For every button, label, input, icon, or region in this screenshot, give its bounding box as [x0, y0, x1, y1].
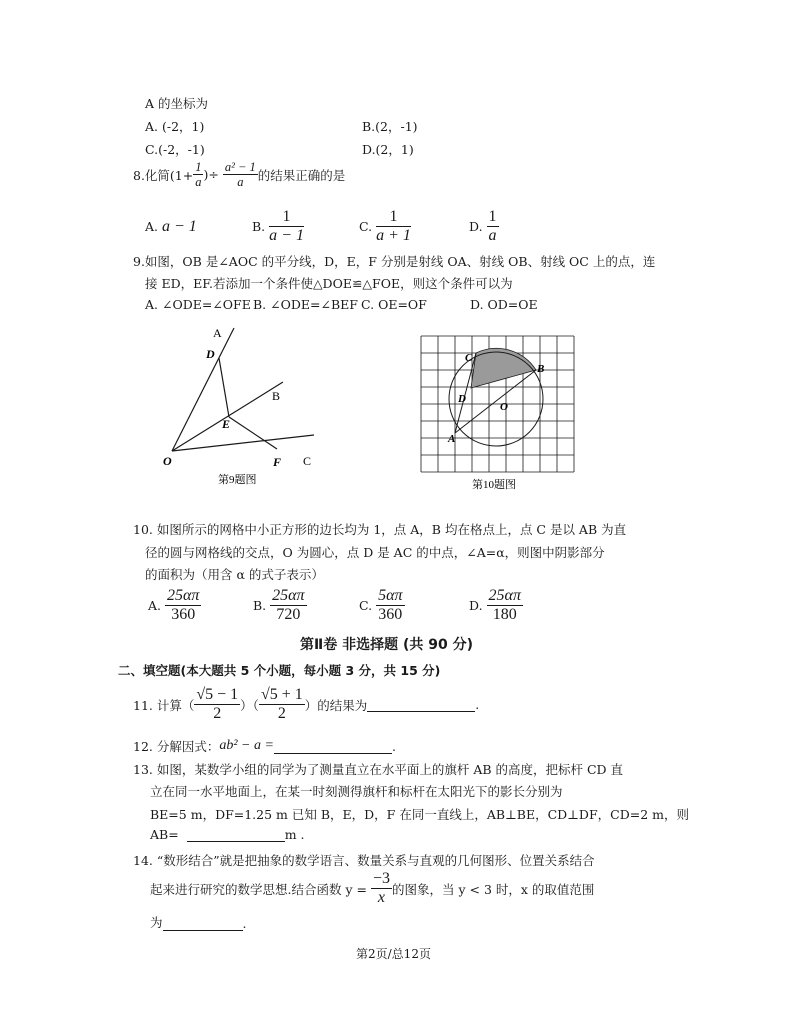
q12-expr: ab² − a = — [219, 738, 274, 753]
q12 — [133, 737, 396, 755]
q10-option-d: D. $\frac{25\alpha\pi}{180}$ — [469, 587, 521, 624]
q9-line2: 接 ED，EF.若添加一个条件使△DOE≌△FOE，则这个条件可以为 — [145, 276, 513, 291]
label-o: O — [163, 454, 172, 468]
q14-line2 — [150, 870, 594, 908]
q9-option-c: C. OE=OF — [361, 297, 427, 312]
q8-div: )÷ — [203, 167, 219, 183]
figure-9 — [150, 320, 330, 490]
q10-options — [148, 587, 523, 625]
q14-line2-suffix: 的图象，当 y < 3 时，x 的取值范围 — [392, 881, 595, 897]
part2-title: 第Ⅱ卷 非选择题 (共 90 分) — [300, 637, 473, 653]
q10-line3: 的面积为（用含 α 的式子表示） — [145, 567, 324, 582]
q8-stem — [133, 160, 345, 190]
q13-ab-prefix: AB= — [150, 827, 179, 842]
q7-option-b: B.(2，-1) — [362, 119, 418, 134]
label-e: E — [222, 417, 231, 431]
q13-answer-blank[interactable] — [187, 827, 285, 842]
q11-answer-blank[interactable] — [367, 697, 475, 712]
q11-frac1: $\frac{√5 - 1}{2}$ — [196, 686, 239, 723]
q14-answer-blank[interactable] — [163, 916, 243, 931]
q8-frac1: $\frac{1}{a}$ — [195, 160, 202, 190]
q14-line3 — [150, 913, 247, 931]
label-o: O — [500, 401, 508, 413]
q11 — [133, 686, 479, 724]
q7-option-a: A. (-2，1) — [145, 119, 205, 134]
q11-mid: ）（ — [240, 697, 259, 713]
label-d: D — [206, 347, 215, 361]
q7-tail: A 的坐标为 — [145, 96, 209, 111]
q14-frac: $\frac{-3}{x}$ — [372, 870, 390, 907]
figure-9-caption: 第9题图 — [218, 474, 257, 486]
q13-line2: 立在同一水平地面上，在某一时刻测得旗杆和标杆在太阳光下的影长分别为 — [150, 784, 563, 799]
q9-option-a: A. ∠ODE=∠OFE — [145, 297, 251, 312]
q9-line1: 9.如图，OB 是∠AOC 的平分线，D，E，F 分别是射线 OA、射线 OB、射线 OC 上的点，连 — [133, 254, 656, 269]
q13-ab-suffix: m . — [284, 827, 305, 842]
q10-line1: 10. 如图所示的网格中小正方形的边长均为 1，点 A，B 均在格点上，点 C 是以 AB 为直 — [133, 522, 627, 537]
label-f: F — [273, 455, 282, 469]
q12-end: . — [391, 738, 396, 754]
q8-prefix: 8.化简(1+ — [133, 167, 194, 183]
q7-option-c: C.(-2，-1) — [145, 142, 205, 157]
label-b: B — [537, 363, 545, 375]
q11-end: . — [475, 697, 480, 713]
label-a: A — [213, 326, 222, 340]
q10-option-b: B. $\frac{25\alpha\pi}{720}$ — [253, 587, 305, 624]
label-a: A — [448, 433, 456, 445]
q10-option-c: C. $\frac{5\alpha\pi}{360}$ — [359, 587, 403, 624]
label-c: C — [303, 454, 312, 468]
q8-frac2: $\frac{\text{a² − 1}}{a}$ — [224, 160, 256, 190]
q7-option-d: D.(2，1) — [362, 142, 414, 157]
q8-suffix: 的结果正确的是 — [257, 167, 346, 183]
q10-option-a: A. $\frac{25\alpha\pi}{360}$ — [148, 587, 200, 624]
label-c: C — [465, 352, 473, 364]
label-d: D — [458, 393, 466, 405]
figure-10-caption: 第10题图 — [472, 479, 516, 491]
q13-line3: BE=5 m，DF=1.25 m 已知 B，E，D，F 在同一直线上，AB⊥BE，CD⊥DF，CD=2 m，则 — [150, 807, 689, 822]
q11-frac2: $\frac{√5 + 1}{2}$ — [260, 686, 303, 723]
segment-de — [219, 358, 229, 417]
q9-option-b: B. ∠ODE=∠BEF — [253, 297, 358, 312]
figure-10 — [410, 330, 590, 495]
page-footer: 第2页/总12页 — [356, 947, 431, 961]
section2-title: 二、填空题(本大题共 5 个小题，每小题 3 分，共 15 分) — [118, 663, 441, 678]
q10-line2: 径的圆与网格线的交点，O 为圆心，点 D 是 AC 的中点，∠A=α，则图中阴影部分 — [145, 545, 605, 560]
q12-answer-blank[interactable] — [274, 739, 392, 754]
q8-option-d: D. $\frac{1}{a}$ — [469, 208, 497, 245]
label-b: B — [272, 389, 281, 403]
q8-option-b: B. $\frac{1}{a - 1}$ — [252, 208, 304, 245]
q14-line2-prefix: 起来进行研究的数学思想.结合函数 y = — [150, 881, 367, 897]
q13-line4 — [150, 827, 305, 842]
q14-line3-prefix: 为 — [150, 915, 163, 930]
q12-prefix: 12. 分解因式： — [133, 739, 220, 754]
q8-options — [145, 208, 499, 246]
q8-option-c: C. $\frac{1}{a + 1}$ — [359, 208, 411, 245]
q14-line1: 14. “数形结合”就是把抽象的数学语言、数量关系与直观的几何图形、位置关系结合 — [133, 853, 595, 868]
q13-line1: 13. 如图，某数学小组的同学为了测量直立在水平面上的旗杆 AB 的高度，把标杆 CD 直 — [133, 762, 624, 777]
q11-prefix: 11. 计算（ — [133, 697, 195, 713]
q11-suffix: ）的结果为 — [304, 697, 368, 713]
q8-option-a: A. a − 1 — [145, 217, 197, 235]
q9-option-d: D. OD=OE — [470, 297, 538, 312]
q14-end: . — [242, 916, 247, 931]
